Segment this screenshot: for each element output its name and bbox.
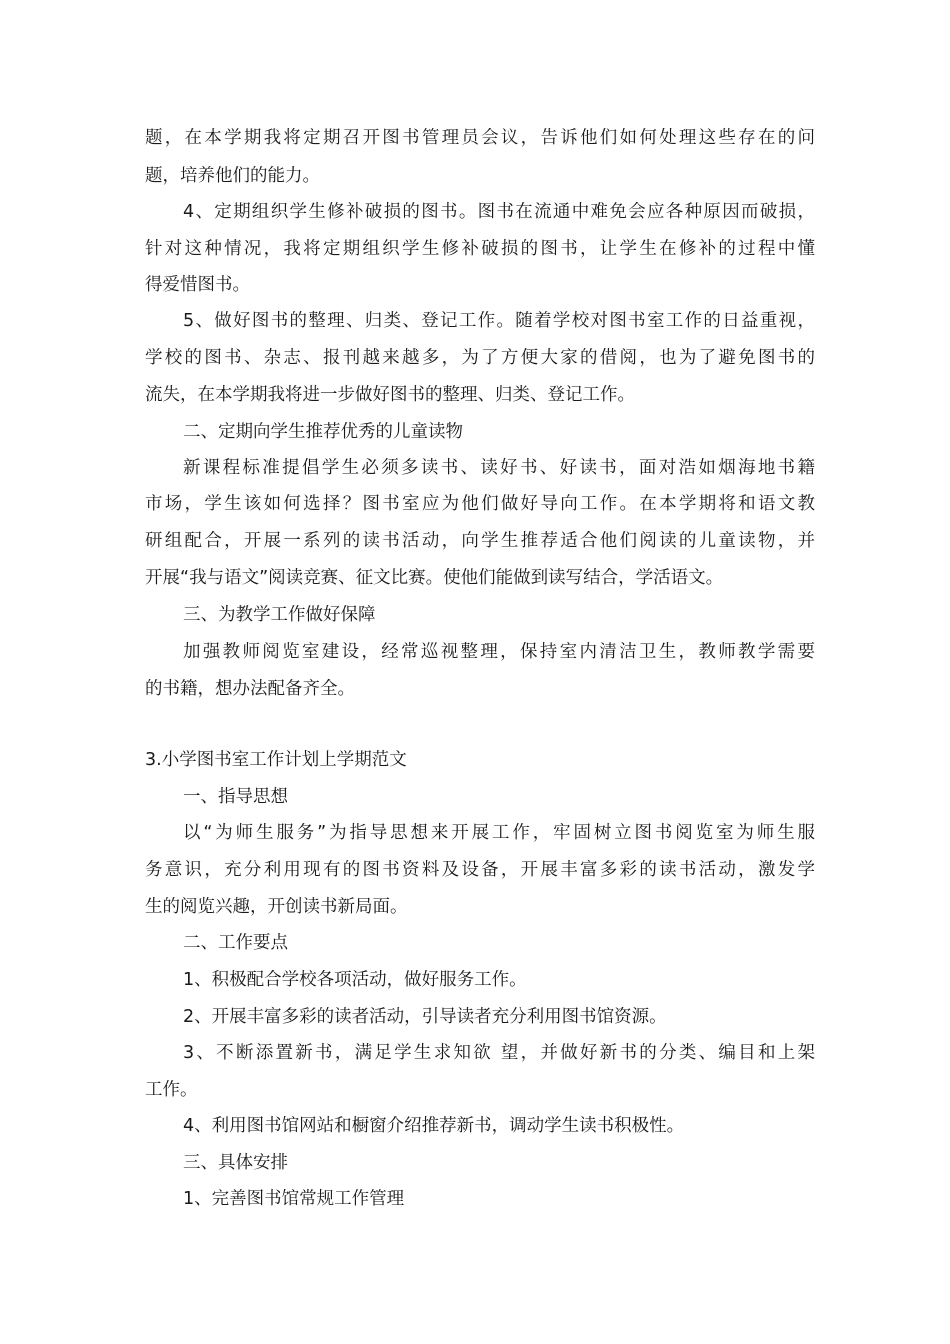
list-item: 1、积极配合学校各项活动，做好服务工作。 <box>183 970 527 990</box>
list-item: 4、利用图书馆网站和橱窗介绍推荐新书，调动学生读书积极性。 <box>183 1116 685 1136</box>
paragraph-line: 学校的图书、杂志、报刊越来越多，为了方便大家的借阅，也为了避免图书的 <box>145 348 815 368</box>
paragraph-line: 市场，学生该如何选择？图书室应为他们做好导向工作。在本学期将和语文教 <box>145 494 815 514</box>
list-item: 1、完善图书馆常规工作管理 <box>183 1189 405 1209</box>
paragraph-line: 以“为师生服务”为指导思想来开展工作，牢固树立图书阅览室为师生服 <box>183 823 815 843</box>
paragraph-line: 流失，在本学期我将进一步做好图书的整理、归类、登记工作。 <box>145 385 635 405</box>
paragraph-line: 4、定期组织学生修补破损的图书。图书在流通中难免会应各种原因而破损， <box>183 202 815 222</box>
paragraph-line: 生的阅览兴趣，开创读书新局面。 <box>145 897 408 917</box>
section-heading: 二、定期向学生推荐优秀的儿童读物 <box>183 422 463 442</box>
paragraph-line: 题，在本学期我将定期召开图书管理员会议，告诉他们如何处理这些存在的问 <box>145 128 815 148</box>
paragraph-line: 研组配合，开展一系列的读书活动，向学生推荐适合他们阅读的儿童读物，并 <box>145 531 815 551</box>
section-heading: 三、具体安排 <box>183 1153 288 1173</box>
list-item: 3、不断添置新书，满足学生求知欲 望，并做好新书的分类、编目和上架 <box>183 1043 815 1063</box>
section-title: 3.小学图书室工作计划上学期范文 <box>145 750 407 770</box>
paragraph-line: 5、做好图书的整理、归类、登记工作。随着学校对图书室工作的日益重视， <box>183 311 815 331</box>
section-heading: 一、指导思想 <box>183 787 288 807</box>
paragraph-line: 加强教师阅览室建设，经常巡视整理，保持室内清洁卫生，教师教学需要 <box>183 642 815 662</box>
paragraph-line: 题，培养他们的能力。 <box>145 166 320 186</box>
list-item-continuation: 工作。 <box>145 1080 198 1100</box>
section-heading: 三、为教学工作做好保障 <box>183 605 376 625</box>
section-heading: 二、工作要点 <box>183 933 288 953</box>
paragraph-line: 务意识，充分利用现有的图书资料及设备，开展丰富多彩的读书活动，激发学 <box>145 860 815 880</box>
list-item: 2、开展丰富多彩的读者活动，引导读者充分利用图书馆资源。 <box>183 1007 667 1027</box>
paragraph-line: 开展“我与语文”阅读竞赛、征文比赛。使他们能做到读写结合，学活语文。 <box>145 568 724 588</box>
paragraph-line: 的书籍，想办法配备齐全。 <box>145 679 355 699</box>
paragraph-line: 得爱惜图书。 <box>145 275 250 295</box>
paragraph-line: 新课程标准提倡学生必须多读书、读好书、好读书，面对浩如烟海地书籍 <box>183 458 815 478</box>
paragraph-line: 针对这种情况，我将定期组织学生修补破损的图书，让学生在修补的过程中懂 <box>145 239 815 259</box>
